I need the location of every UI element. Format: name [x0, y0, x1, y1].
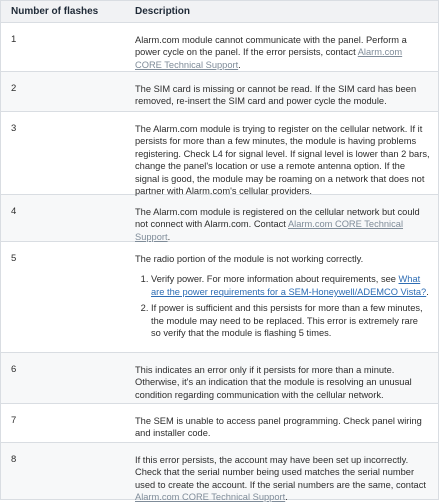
description-end: . [285, 492, 288, 503]
core-support-link[interactable]: Alarm.com CORE Technical Support [135, 492, 286, 503]
table-row [1, 195, 438, 242]
description-text: The radio portion of the module is not working correctly. [135, 254, 364, 264]
row-description: This indicates an error only if it persists for more than a minute. Otherwise, it's an indication that the module is resolving an unusual condition regarding communication with the cellular network. [135, 365, 412, 400]
table-row [1, 112, 438, 195]
flash-count: 5 [11, 253, 17, 264]
table-row [1, 353, 438, 404]
description-end: . [167, 231, 171, 242]
flash-count: 6 [11, 364, 17, 375]
table-row [1, 72, 438, 112]
header-description: Description [135, 6, 191, 17]
description-text: If this error persists, the account may have been set up incorrectly. Check that the serial number being used matches the serial number used to create the account. If the serial numbers are the same, contact [135, 455, 426, 490]
row-description [135, 23, 438, 71]
step-text: Verify power. For more information about requirements, see [151, 274, 399, 285]
flash-count: 1 [11, 34, 17, 45]
flash-count: 3 [11, 123, 17, 134]
row-description [135, 443, 438, 503]
table-header-row [1, 1, 438, 23]
list-item: 2. If power is sufficient and this persists for more than a few minutes, the module may need to be replaced. This error is extremely rare so verify that the module is flashing 5 times. [151, 302, 430, 339]
table-row [1, 443, 438, 503]
row-description: The Alarm.com module is trying to register on the cellular network. If it persists for more than a few minutes, the module is having problems registering. Check L4 for signal level. If signal level is lower than 2 bars, change the panel's location or use a remote antenna option. If the signal is good, the module may be roaming on a network that does not partner with Alarm.com's cellular providers. [135, 124, 430, 197]
row-description: The SEM is unable to access panel programming. Check panel wiring and installer code. [135, 416, 422, 439]
steps-list [135, 273, 430, 339]
row-description [135, 242, 438, 352]
core-support-link[interactable]: Alarm.com CORE Technical Support [135, 47, 403, 70]
row-description [135, 195, 438, 241]
flash-count: 4 [11, 206, 17, 217]
list-item [151, 273, 430, 298]
table-row [1, 242, 438, 353]
description-text: Alarm.com module cannot communicate with the panel. Perform a power cycle on the panel. If the error persists, contact [135, 35, 407, 58]
table-row [1, 23, 438, 72]
flash-count: 7 [11, 415, 17, 426]
flash-count: 8 [11, 454, 17, 465]
flash-count: 2 [11, 83, 17, 94]
table-row [1, 404, 438, 443]
description-end: . [238, 59, 241, 70]
row-description: The SIM card is missing or cannot be read. If the SIM card has been removed, re-insert the SIM card and power cycle the module. [135, 84, 417, 107]
header-number-of-flashes: Number of flashes [11, 6, 99, 17]
step-end: . [426, 286, 429, 297]
description-text: The Alarm.com module is registered on the cellular network but could not connect with Alarm.com. Contact [135, 207, 420, 230]
power-requirements-link[interactable]: What are the power requirements for a SEM-Honeywell/ADEMCO Vista? [151, 274, 427, 297]
core-support-link[interactable]: Alarm.com CORE Technical Support [135, 219, 404, 242]
